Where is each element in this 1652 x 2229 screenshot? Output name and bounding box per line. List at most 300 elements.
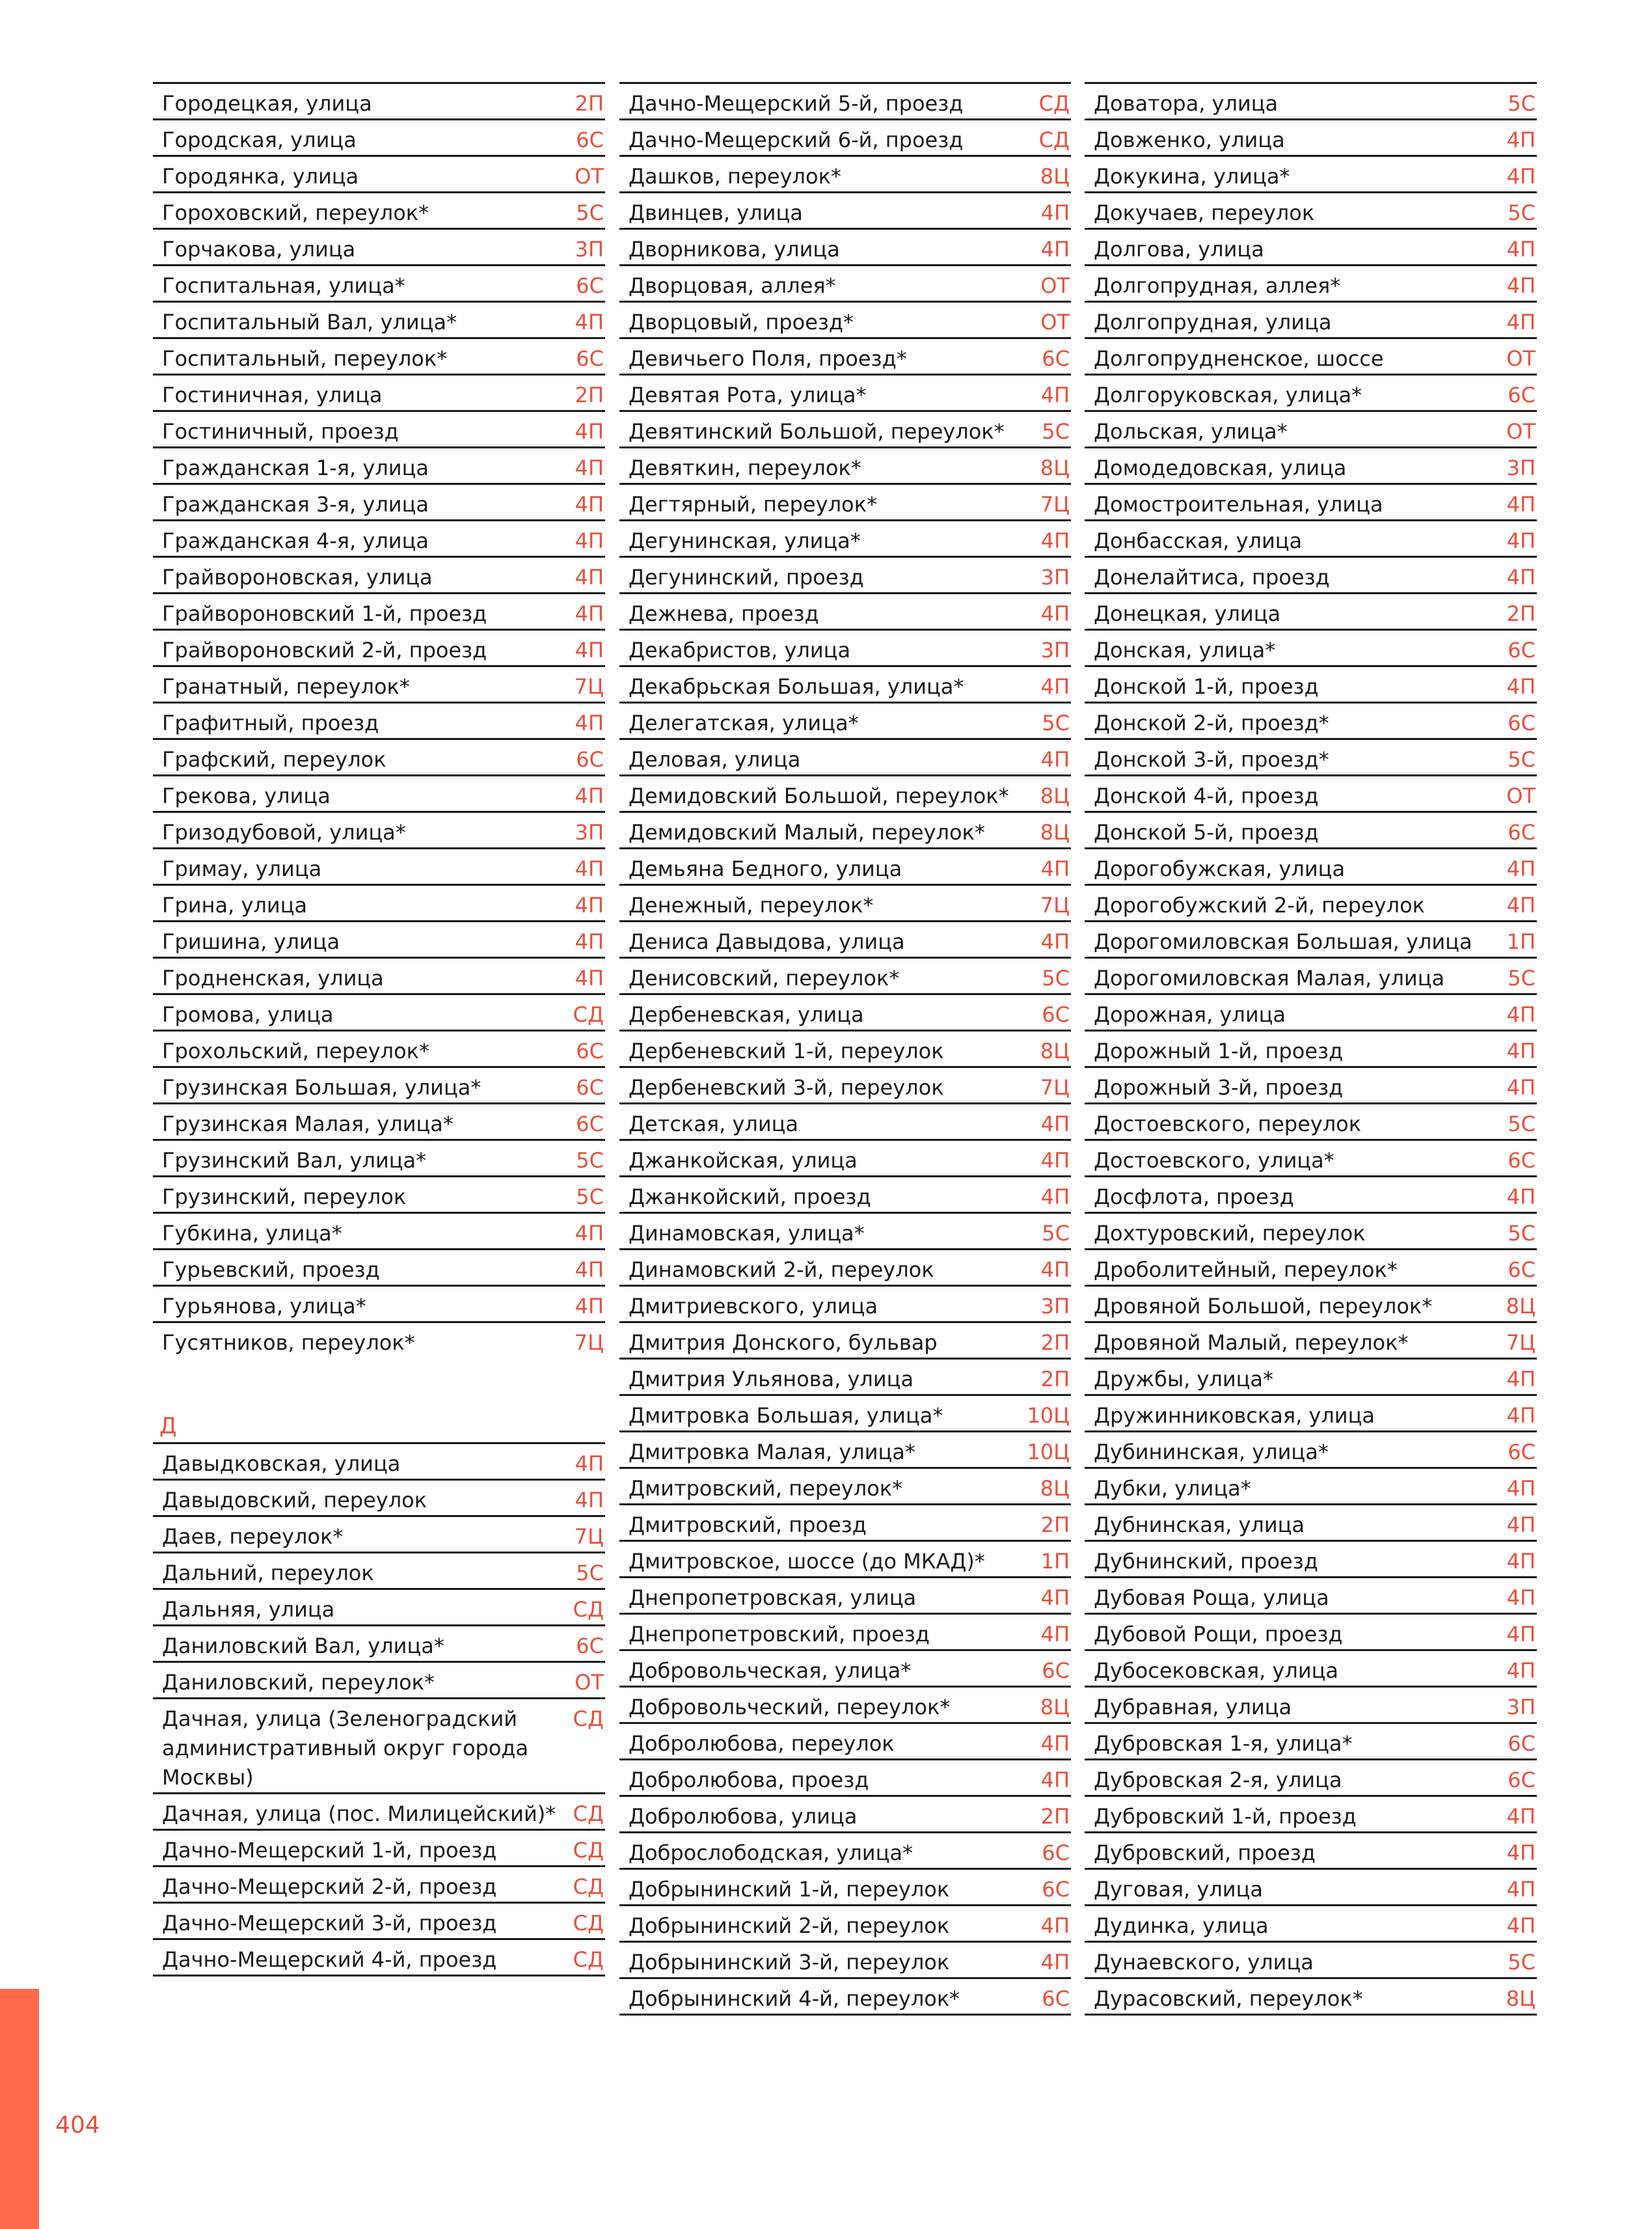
side-color-bar: [0, 1989, 39, 2229]
index-entry: [153, 1661, 605, 1697]
zone-code: 4П: [1506, 1913, 1536, 1938]
index-entry: [1085, 1175, 1537, 1212]
index-entry: [1085, 592, 1537, 629]
index-entry: [619, 1139, 1071, 1175]
street-name: Дольская, улица*: [1094, 419, 1288, 444]
street-name: Добролюбова, переулок: [629, 1731, 895, 1756]
index-entry: [1085, 1467, 1537, 1503]
zone-code: 5С: [1042, 1221, 1070, 1246]
index-entry: [1085, 993, 1537, 1030]
index-entry: [1085, 1430, 1537, 1467]
street-name: Гостиничный, проезд: [162, 419, 399, 444]
index-entry: [619, 1248, 1071, 1285]
street-name: Дмитровка Малая, улица*: [629, 1440, 915, 1464]
street-name: Губкина, улица*: [162, 1221, 342, 1246]
index-entry: [1085, 1248, 1537, 1285]
index-entry: [1085, 1576, 1537, 1613]
index-entry: [1085, 556, 1537, 592]
zone-code: 4П: [1040, 528, 1070, 553]
street-name: Дачно-Мещерский 1-й, проезд: [162, 1838, 497, 1863]
street-name: Дорогомиловская Большая, улица: [1094, 929, 1472, 954]
zone-code: 5С: [1042, 419, 1070, 444]
index-entry: [1085, 702, 1537, 738]
zone-code: 1П: [1040, 1549, 1070, 1574]
street-name: Дубровский, проезд: [1094, 1840, 1316, 1865]
street-name: Дружбы, улица*: [1094, 1367, 1273, 1391]
index-entry: [1085, 1868, 1537, 1904]
column-bottom-rule: [1085, 2014, 1537, 2016]
index-entry: [619, 1358, 1071, 1394]
index-entry: [619, 1941, 1071, 1977]
zone-code: 4П: [575, 638, 604, 663]
zone-code: 8Ц: [1040, 1476, 1070, 1501]
street-name: Довженко, улица: [1094, 128, 1285, 152]
street-name: Грузинский Вал, улица*: [162, 1148, 427, 1173]
index-entry: [1085, 1394, 1537, 1430]
index-entry: [1085, 847, 1537, 884]
street-name: Грайвороновская, улица: [162, 565, 433, 590]
street-name: Дениса Давыдова, улица: [629, 929, 905, 954]
street-name: Гурьевский, проезд: [162, 1257, 380, 1282]
index-entry: [153, 702, 605, 738]
street-name: Гурьянова, улица*: [162, 1294, 366, 1319]
zone-code: 4П: [575, 856, 604, 881]
index-entry: [1085, 410, 1537, 446]
zone-code: 4П: [1506, 856, 1536, 881]
zone-code: 7Ц: [574, 1330, 604, 1355]
street-name: Грузинский, переулок: [162, 1184, 407, 1209]
index-entry: [1085, 738, 1537, 774]
zone-code: 4П: [575, 419, 604, 444]
index-entry: [1085, 446, 1537, 483]
zone-code: 4П: [1040, 1148, 1070, 1173]
zone-code: 5С: [1508, 1221, 1536, 1246]
index-entry: [1085, 374, 1537, 410]
index-entry: [619, 957, 1071, 993]
index-entry: [619, 1212, 1071, 1248]
street-name: Дорожная, улица: [1094, 1002, 1286, 1027]
zone-code: 5С: [1508, 1112, 1536, 1136]
street-name: Дачная, улица (пос. Милицейский)*: [162, 1801, 556, 1826]
street-name: Дмитровский, переулок*: [629, 1476, 903, 1501]
street-name: Дачно-Мещерский 6-й, проезд: [629, 128, 964, 152]
zone-code: 6С: [1508, 1731, 1536, 1756]
zone-code: 6С: [1042, 1658, 1070, 1683]
zone-code: 6С: [576, 1634, 604, 1658]
street-name: Дуговая, улица: [1094, 1877, 1263, 1902]
index-entry: [153, 1938, 605, 1975]
column-bottom-rule: [153, 1975, 605, 1976]
zone-code: 4П: [1040, 1112, 1070, 1136]
street-name: Грузинская Большая, улица*: [162, 1075, 481, 1100]
index-entry: [153, 957, 605, 993]
street-name: Графитный, проезд: [162, 711, 379, 735]
zone-code: 4П: [575, 528, 604, 553]
zone-code: СД: [573, 1801, 604, 1826]
index-entry: [153, 629, 605, 665]
zone-code: 4П: [1040, 1184, 1070, 1209]
zone-code: 4П: [1506, 492, 1536, 517]
street-name: Графский, переулок: [162, 747, 386, 772]
zone-code: 4П: [575, 929, 604, 954]
street-name: Дудинка, улица: [1094, 1913, 1269, 1938]
zone-code: 6С: [576, 346, 604, 371]
zone-code: 4П: [1506, 674, 1536, 699]
street-name: Дубосековская, улица: [1094, 1658, 1338, 1683]
street-name: Долгоруковская, улица*: [1094, 383, 1362, 407]
street-name: Дворцовая, аллея*: [629, 273, 836, 298]
index-entry: [619, 1285, 1071, 1321]
street-name: Донской 4-й, проезд: [1094, 784, 1319, 808]
index-entry: [153, 155, 605, 191]
zone-code: 8Ц: [1040, 1039, 1070, 1063]
index-entry: [619, 1831, 1071, 1868]
street-name: Декабристов, улица: [629, 638, 851, 663]
zone-code: 8Ц: [1040, 820, 1070, 845]
street-name: Даниловский, переулок*: [162, 1670, 435, 1695]
zone-code: 4П: [1040, 601, 1070, 626]
street-name: Госпитальный, переулок*: [162, 346, 448, 371]
zone-code: 4П: [575, 492, 604, 517]
street-name: Дашков, переулок*: [629, 164, 841, 189]
zone-code: 6С: [576, 1112, 604, 1136]
street-name: Добрынинский 4-й, переулок*: [629, 1986, 960, 2011]
page-number: 404: [55, 2112, 100, 2139]
zone-code: 6С: [576, 273, 604, 298]
zone-code: СД: [1038, 128, 1070, 152]
street-name: Дубнинский, проезд: [1094, 1549, 1318, 1574]
index-entry: [153, 811, 605, 847]
index-entry: [1085, 1904, 1537, 1941]
index-entry: [153, 738, 605, 774]
street-name: Дубовой Рощи, проезд: [1094, 1622, 1343, 1647]
index-entry: [153, 228, 605, 264]
street-name: Донецкая, улица: [1094, 601, 1281, 626]
zone-code: 4П: [1506, 893, 1536, 918]
index-entry: [619, 1066, 1071, 1102]
zone-code: 5С: [1508, 747, 1536, 772]
index-entry: [153, 1697, 605, 1792]
index-entry: [1085, 264, 1537, 301]
street-name: Городянка, улица: [162, 164, 359, 189]
street-name: Девятинский Большой, переулок*: [629, 419, 1005, 444]
zone-code: 5С: [576, 1561, 604, 1585]
index-entry: [153, 1321, 605, 1358]
zone-code: 4П: [1040, 856, 1070, 881]
street-name: Долгопрудненское, шоссе: [1094, 346, 1384, 371]
index-entry: [153, 1479, 605, 1515]
index-entry: [619, 592, 1071, 629]
street-name: Донской 3-й, проезд*: [1094, 747, 1329, 772]
street-name: Днепропетровская, улица: [629, 1585, 917, 1610]
index-entry: [619, 1868, 1071, 1904]
street-name: Городская, улица: [162, 128, 357, 152]
zone-code: 8Ц: [1040, 456, 1070, 480]
index-entry: [153, 1552, 605, 1588]
street-name: Досфлота, проезд: [1094, 1184, 1294, 1209]
street-name: Дмитровское, шоссе (до МКАД)*: [629, 1549, 985, 1574]
zone-code: 6С: [1508, 1440, 1536, 1464]
zone-code: 5С: [1508, 1950, 1536, 1975]
zone-code: 4П: [1506, 310, 1536, 335]
street-name: Донской 5-й, проезд: [1094, 820, 1319, 845]
zone-code: 4П: [1040, 1768, 1070, 1792]
zone-code: 6С: [1508, 1768, 1536, 1792]
index-entry: [1085, 1540, 1537, 1576]
index-entry: [153, 556, 605, 592]
index-entry: [153, 264, 605, 301]
index-entry: [153, 1515, 605, 1552]
index-entry: [1085, 483, 1537, 519]
zone-code: 3П: [1040, 638, 1070, 663]
index-entry: [1085, 1321, 1537, 1358]
index-entry: [153, 446, 605, 483]
street-name: Громова, улица: [162, 1002, 334, 1027]
zone-code: 4П: [1506, 1075, 1536, 1100]
index-entry: [619, 228, 1071, 264]
index-entry: [619, 1977, 1071, 2014]
zone-code: 5С: [1508, 91, 1536, 116]
zone-code: 4П: [1506, 1658, 1536, 1683]
street-name: Долгопрудная, аллея*: [1094, 273, 1341, 298]
zone-code: 6С: [576, 1039, 604, 1063]
street-name: Дубравная, улица: [1094, 1695, 1292, 1719]
zone-code: 4П: [575, 893, 604, 918]
street-name: Джанкойская, улица: [629, 1148, 858, 1173]
index-entry: [1085, 774, 1537, 811]
street-name: Грайвороновский 1-й, проезд: [162, 601, 487, 626]
street-name: Дербеневский 3-й, переулок: [629, 1075, 944, 1100]
zone-code: 5С: [1508, 200, 1536, 225]
index-entry: [153, 118, 605, 155]
street-name: Гражданская 1-я, улица: [162, 456, 429, 480]
zone-code: 4П: [1040, 747, 1070, 772]
street-name: Городецкая, улица: [162, 91, 372, 116]
zone-code: 6С: [1042, 1840, 1070, 1865]
street-name: Добролюбова, улица: [629, 1804, 858, 1829]
zone-code: ОТ: [1506, 346, 1536, 371]
street-name: Дорогомиловская Малая, улица: [1094, 966, 1445, 991]
index-entry: [619, 774, 1071, 811]
zone-code: 4П: [1506, 1002, 1536, 1027]
index-entry: [1085, 957, 1537, 993]
index-entry: [153, 847, 605, 884]
zone-code: 4П: [1506, 1840, 1536, 1865]
zone-code: 6С: [1508, 820, 1536, 845]
street-name: Дачная, улица (Зеленоградский административный округ города Москвы): [162, 1706, 529, 1790]
street-name: Добровольческая, улица*: [629, 1658, 912, 1683]
street-name: Гришина, улица: [162, 929, 340, 954]
street-name: Дубровский 1-й, проезд: [1094, 1804, 1357, 1829]
index-column-2: [619, 82, 1071, 2016]
street-name: Домостроительная, улица: [1094, 492, 1383, 517]
street-name: Грохольский, переулок*: [162, 1039, 429, 1063]
index-entry: [1085, 1831, 1537, 1868]
index-entry: [619, 1467, 1071, 1503]
index-entry: [153, 592, 605, 629]
street-name: Гранатный, переулок*: [162, 674, 410, 699]
zone-code: 4П: [575, 711, 604, 735]
zone-code: 4П: [1040, 674, 1070, 699]
zone-code: 2П: [575, 383, 604, 407]
zone-code: ОТ: [1506, 784, 1536, 808]
index-entry: [619, 738, 1071, 774]
index-entry: [1085, 811, 1537, 847]
zone-code: 7Ц: [1040, 492, 1070, 517]
street-name: Домодедовская, улица: [1094, 456, 1347, 480]
street-name: Добрынинский 1-й, переулок: [629, 1877, 950, 1902]
street-name: Дмитрия Донского, бульвар: [629, 1330, 938, 1355]
zone-code: 5С: [576, 200, 604, 225]
index-entry: [619, 702, 1071, 738]
zone-code: 10Ц: [1027, 1440, 1070, 1464]
zone-code: 6С: [576, 128, 604, 152]
zone-code: 4П: [575, 1294, 604, 1319]
street-name: Гражданская 4-я, улица: [162, 528, 429, 553]
zone-code: 4П: [1040, 1257, 1070, 1282]
zone-code: 5С: [1042, 711, 1070, 735]
index-entry: [153, 1624, 605, 1661]
zone-code: 3П: [575, 820, 604, 845]
zone-code: 4П: [1040, 1622, 1070, 1647]
zone-code: 4П: [1506, 1622, 1536, 1647]
street-name: Динамовский 2-й, переулок: [629, 1257, 934, 1282]
index-entry: [619, 1904, 1071, 1941]
zone-code: 4П: [1506, 273, 1536, 298]
street-name: Деловая, улица: [629, 747, 801, 772]
street-name: Дубровская 2-я, улица: [1094, 1768, 1342, 1792]
zone-code: 4П: [1506, 1184, 1536, 1209]
index-entry: [1085, 1795, 1537, 1831]
street-name: Дунаевского, улица: [1094, 1950, 1314, 1975]
zone-code: 7Ц: [574, 674, 604, 699]
index-entry: [619, 264, 1071, 301]
index-entry: [153, 884, 605, 920]
zone-code: ОТ: [575, 1670, 604, 1695]
zone-code: 4П: [575, 784, 604, 808]
zone-code: 8Ц: [1040, 784, 1070, 808]
zone-code: СД: [573, 1911, 604, 1935]
index-entry: [1085, 920, 1537, 957]
zone-code: 6С: [1042, 1002, 1070, 1027]
street-name: Дмитрия Ульянова, улица: [629, 1367, 914, 1391]
zone-code: 4П: [1506, 1039, 1536, 1063]
index-column-1: [153, 82, 605, 1976]
index-entry: [1085, 118, 1537, 155]
index-entry: [619, 665, 1071, 702]
street-name: Доброслободская, улица*: [629, 1840, 913, 1865]
zone-code: 4П: [575, 1451, 604, 1476]
zone-code: 7Ц: [1506, 1330, 1536, 1355]
index-entry: [619, 1686, 1071, 1722]
zone-code: 5С: [576, 1148, 604, 1173]
street-name: Дмитровский, проезд: [629, 1512, 867, 1537]
street-name: Даниловский Вал, улица*: [162, 1634, 444, 1658]
index-entry: [153, 374, 605, 410]
street-name: Дружинниковская, улица: [1094, 1403, 1375, 1428]
zone-code: 6С: [1508, 1148, 1536, 1173]
zone-code: 8Ц: [1506, 1294, 1536, 1319]
zone-code: 4П: [1506, 565, 1536, 590]
zone-code: 10Ц: [1027, 1403, 1070, 1428]
street-name: Донской 1-й, проезд: [1094, 674, 1319, 699]
zone-code: 4П: [1506, 128, 1536, 152]
zone-code: 2П: [1506, 601, 1536, 626]
index-entry: [153, 1139, 605, 1175]
street-name: Дровяной Большой, переулок*: [1094, 1294, 1433, 1319]
index-entry: [1085, 629, 1537, 665]
index-entry: [619, 446, 1071, 483]
index-entry: [153, 1902, 605, 1938]
index-entry: [619, 1030, 1071, 1066]
index-entry: [619, 1576, 1071, 1613]
zone-code: 4П: [1040, 1913, 1070, 1938]
street-name: Грузинская Малая, улица*: [162, 1112, 454, 1136]
street-name: Дальний, переулок: [162, 1561, 374, 1585]
index-entry: [1085, 1066, 1537, 1102]
street-name: Девичьего Поля, проезд*: [629, 346, 907, 371]
zone-code: 6С: [1508, 638, 1536, 663]
zone-code: 3П: [575, 237, 604, 262]
index-entry: [619, 1503, 1071, 1540]
street-name: Дубовая Роща, улица: [1094, 1585, 1329, 1610]
street-name: Дегтярный, переулок*: [629, 492, 877, 517]
street-name: Джанкойский, проезд: [629, 1184, 871, 1209]
index-entry: [153, 1212, 605, 1248]
zone-code: 8Ц: [1506, 1986, 1536, 2011]
street-name: Донелайтиса, проезд: [1094, 565, 1330, 590]
street-name: Добролюбова, проезд: [629, 1768, 869, 1792]
street-name: Денисовский, переулок*: [629, 966, 900, 991]
index-column-3: [1085, 82, 1537, 2016]
index-entry: [1085, 1686, 1537, 1722]
street-name: Донская, улица*: [1094, 638, 1276, 663]
street-name: Донской 2-й, проезд*: [1094, 711, 1329, 735]
index-entry: [153, 1588, 605, 1624]
zone-code: 6С: [1508, 383, 1536, 407]
zone-code: 4П: [1040, 383, 1070, 407]
street-name: Дачно-Мещерский 3-й, проезд: [162, 1911, 497, 1935]
street-name: Дохтуровский, переулок: [1094, 1221, 1366, 1246]
zone-code: 7Ц: [574, 1524, 604, 1549]
index-entry: [619, 337, 1071, 374]
column-bottom-rule: [619, 2014, 1071, 2016]
index-entry: [153, 1030, 605, 1066]
index-entry: [1085, 301, 1537, 337]
street-name: Долгова, улица: [1094, 237, 1264, 262]
index-entry: [153, 1248, 605, 1285]
index-entry: [1085, 1285, 1537, 1321]
index-entry: [153, 665, 605, 702]
index-entry: [1085, 1977, 1537, 2014]
index-entry: [619, 519, 1071, 556]
zone-code: 4П: [575, 310, 604, 335]
street-name: Дачно-Мещерский 2-й, проезд: [162, 1874, 497, 1899]
street-name: Днепропетровский, проезд: [629, 1622, 930, 1647]
index-entry: [153, 410, 605, 446]
index-entry: [153, 1066, 605, 1102]
index-entry: [619, 847, 1071, 884]
street-name: Гризодубовой, улица*: [162, 820, 406, 845]
street-name: Дорожный 1-й, проезд: [1094, 1039, 1344, 1063]
index-entry: [619, 191, 1071, 228]
zone-code: ОТ: [1506, 419, 1536, 444]
zone-code: 6С: [576, 747, 604, 772]
zone-code: СД: [573, 1947, 604, 1972]
street-name: Делегатская, улица*: [629, 711, 859, 735]
street-name: Динамовская, улица*: [629, 1221, 865, 1246]
index-entry: [1085, 1613, 1537, 1649]
